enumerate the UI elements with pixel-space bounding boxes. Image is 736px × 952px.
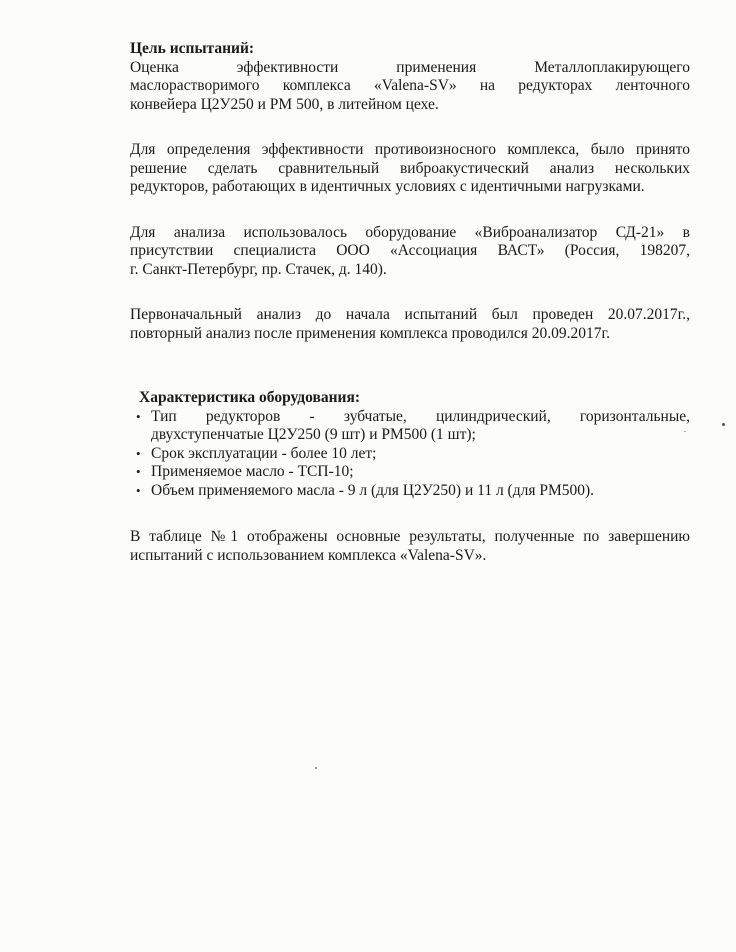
item-4-text: Объем применяемого масла - 9 л (для Ц2У250) и 11 л (для РМ500). — [151, 481, 595, 499]
method-line-2: решение сделать сравнительный виброакустический анализ нескольких — [130, 159, 690, 177]
dates-paragraph — [130, 306, 690, 343]
equipment-used-paragraph — [130, 224, 690, 280]
bullet-icon: • — [136, 464, 141, 479]
bullet-icon: • — [136, 445, 141, 461]
goal-line-3: конвейера Ц2У250 и РМ 500, в литейном цехе. — [130, 95, 439, 113]
scan-speck — [722, 423, 725, 426]
item-2-text: Срок эксплуатации - более 10 лет; — [151, 444, 377, 462]
list-item — [130, 482, 690, 501]
goal-paragraph — [130, 59, 690, 115]
equipment-used-line-2: присутствии специалиста ООО «Ассоциация ВАСТ» (Россия, 198207, — [130, 242, 690, 259]
scan-speck — [315, 767, 317, 769]
item-1-line-2: двухступенчатые Ц2У250 (9 шт) и РМ500 (1 шт); — [151, 426, 476, 443]
table-reference-line-2: испытаний с использованием комплекса «Valena-SV». — [130, 546, 487, 564]
item-3-text: Применяемое масло - ТСП-10; — [151, 463, 354, 480]
bullet-icon: • — [136, 408, 141, 424]
bullet-icon: • — [136, 482, 141, 498]
method-line-1: Для определения эффективности противоизносного комплекса, было принято — [130, 141, 690, 158]
characteristics-heading: Характеристика оборудования: — [139, 389, 361, 406]
scan-speck — [684, 431, 686, 432]
list-item — [130, 463, 690, 482]
dates-line-2: повторный анализ после применения комплекса проводился 20.09.2017г. — [130, 324, 610, 342]
equipment-used-line-3: г. Санкт-Петербург, пр. Стачек, д. 140). — [130, 260, 387, 278]
goal-heading: Цель испытаний: — [130, 40, 255, 57]
item-1-line-1: Тип редукторов - зубчатые, цилиндрический, горизонтальные, — [151, 407, 690, 425]
list-item — [130, 408, 690, 445]
table-reference-line-1: В таблице №1 отображены основные результаты, полученные по завершению — [130, 528, 690, 545]
method-paragraph — [130, 141, 690, 197]
goal-line-2: маслорастворимого комплекса «Valena-SV» на редукторах ленточного — [130, 77, 690, 94]
method-line-3: редукторов, работающих в идентичных условиях с идентичными нагрузками. — [130, 178, 645, 195]
document-page — [130, 40, 690, 565]
dates-line-1: Первоначальный анализ до начала испытаний был проведен 20.07.2017г., — [130, 306, 690, 323]
table-reference-paragraph — [130, 528, 690, 565]
characteristics-list — [130, 408, 690, 501]
list-item — [130, 445, 690, 464]
goal-line-1: Оценка эффективности применения Металлоплакирующего — [130, 58, 690, 76]
equipment-used-line-1: Для анализа использовалось оборудование «Виброанализатор СД-21» в — [130, 223, 690, 241]
